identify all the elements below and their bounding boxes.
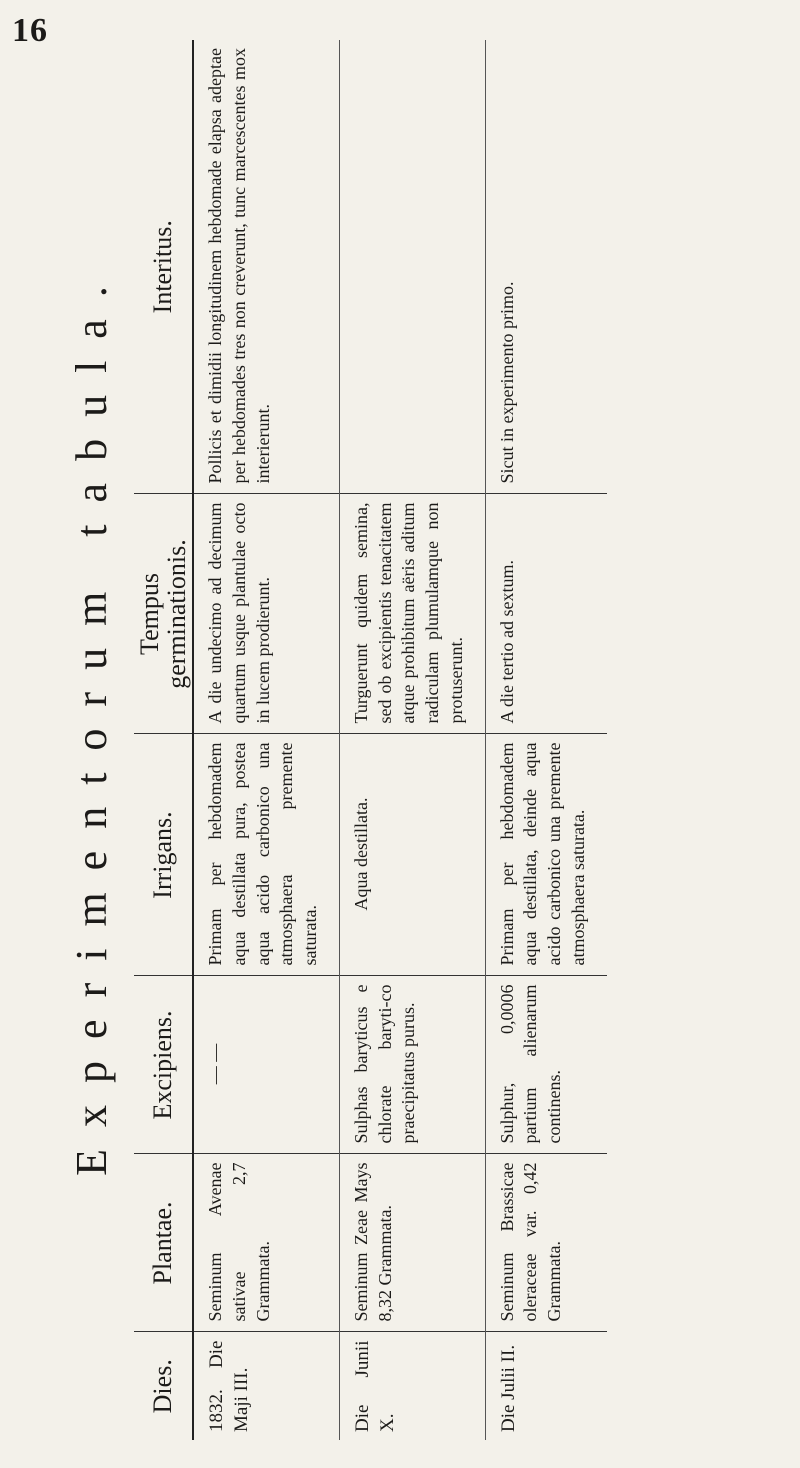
header-plantae: Plantae. <box>134 1154 193 1332</box>
cell-dies: Die Junii X. <box>339 1332 485 1440</box>
rotated-table-sheet <box>62 40 762 1440</box>
page-number: 16 <box>12 12 48 49</box>
header-interitus: Interitus. <box>134 40 193 494</box>
cell-dies: 1832. Die Maji III. <box>193 1332 339 1440</box>
cell-interitus <box>339 40 485 494</box>
cell-dies: Die Julii II. <box>485 1332 607 1440</box>
cell-tempus: A die tertio ad sextum. <box>485 494 607 734</box>
cell-irrigans: Aqua destillata. <box>339 734 485 976</box>
experiment-table <box>134 40 607 1440</box>
cell-tempus: Turguerunt quidem semina, sed ob excipientis tenacitatem atque prohibitum aëris aditum radiculam plumulamque non protuserunt. <box>339 494 485 734</box>
header-dies: Dies. <box>134 1332 193 1440</box>
cell-irrigans: Primam per hebdomadem aqua destillata pura, postea aqua acido carbonico una atmosphaera premente saturata. <box>193 734 339 976</box>
table-row <box>339 40 485 1440</box>
header-row <box>134 40 193 1440</box>
cell-plantae: Seminum Avenae sativae 2,7 Grammata. <box>193 1154 339 1332</box>
header-tempus: Tempus germinationis. <box>134 494 193 734</box>
cell-plantae: Seminum Brassicae oleraceae var. 0,42 Grammata. <box>485 1154 607 1332</box>
cell-interitus: Pollicis et dimidii longitudinem hebdomade elapsa adeptae per hebdomades tres non creverunt, tunc marcescentes mox interierunt. <box>193 40 339 494</box>
table-title: Experimentorum tabula. <box>67 264 116 1176</box>
cell-excipiens: — — <box>193 976 339 1154</box>
cell-excipiens: Sulphur, 0,0006 partium alienarum continens. <box>485 976 607 1154</box>
table-row <box>193 40 339 1440</box>
table-row <box>485 40 607 1440</box>
cell-excipiens: Sulphas baryticus e chlorate baryti-co praecipitatus purus. <box>339 976 485 1154</box>
header-excipiens: Excipiens. <box>134 976 193 1154</box>
cell-tempus: A die undecimo ad decimum quartum usque plantulae octo in lucem prodierunt. <box>193 494 339 734</box>
cell-irrigans: Primam per hebdomadem aqua destillata, deinde aqua acido carbonico una premente atmosphaera saturata. <box>485 734 607 976</box>
header-irrigans: Irrigans. <box>134 734 193 976</box>
cell-plantae: Seminum Zeae Mays 8,32 Grammata. <box>339 1154 485 1332</box>
cell-interitus: Sicut in experimento primo. <box>496 281 517 484</box>
